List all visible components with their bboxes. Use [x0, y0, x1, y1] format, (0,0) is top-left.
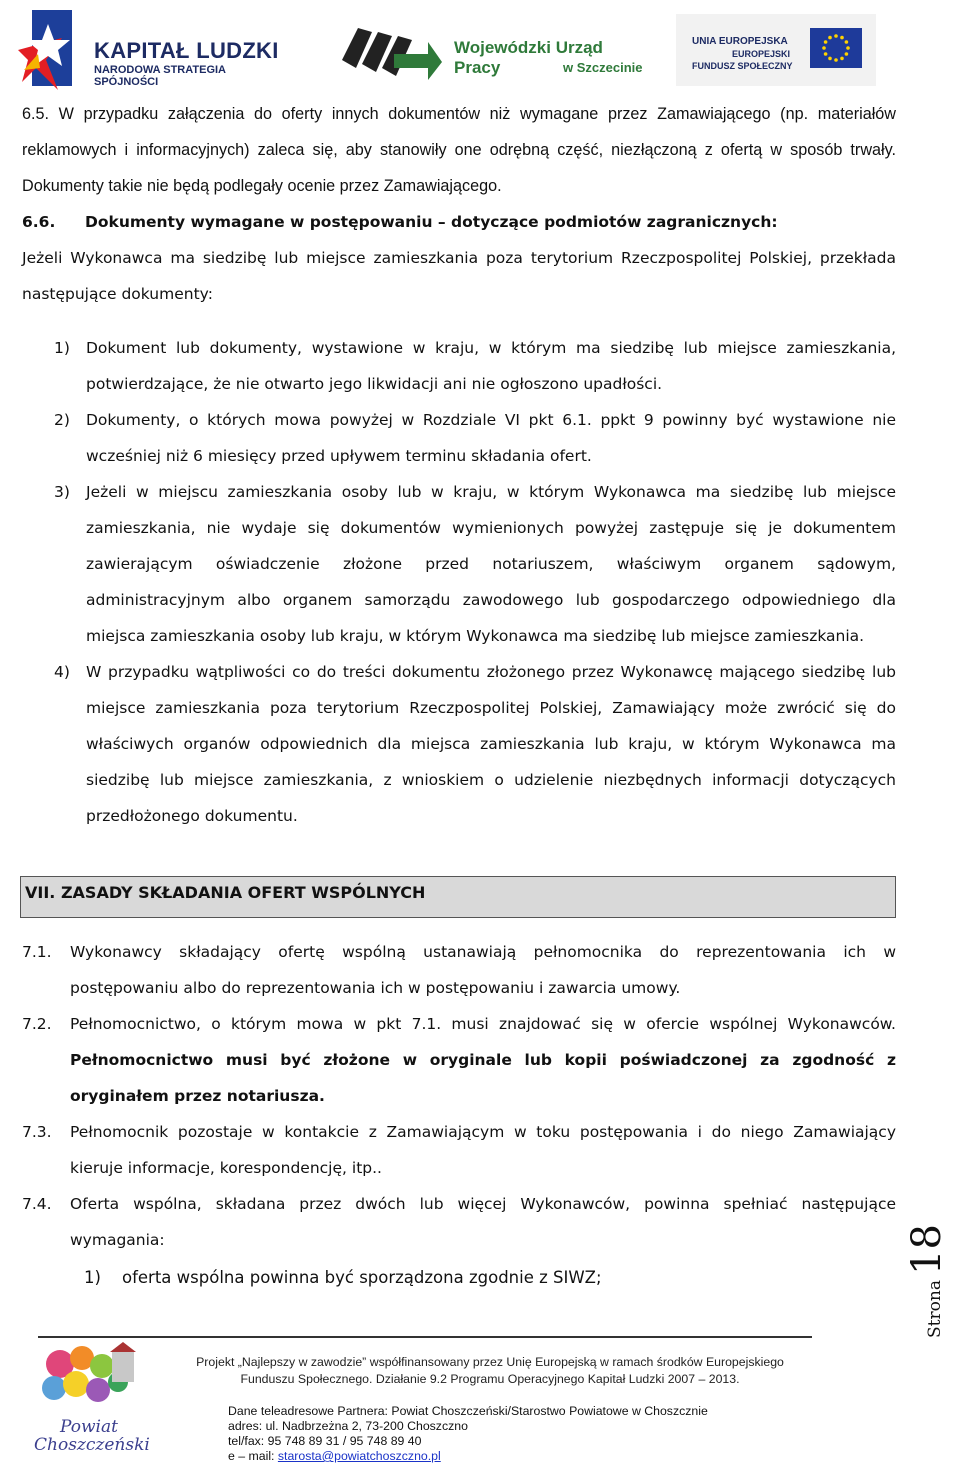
paragraph-6-5: 6.5. W przypadku załączenia do oferty innych dokumentów niż wymagane przez Zamawiającego (np. materiałów reklamowych i informacyjnych) zaleca się, aby stanowiły one odrębną część, niezłączoną z ofertą w sposób trwały. Dokumenty takie nie będą podlegały ocenie przez Zamawiającego.: [22, 105, 896, 195]
project-line-2: Funduszu Społecznego. Działanie 9.2 Programu Operacyjnego Kapitał Ludzki 2007 – 2013.: [240, 1372, 740, 1386]
list-item-number: 3): [54, 483, 70, 501]
list-item: [22, 654, 896, 834]
list-item-text: Dokument lub dokumenty, wystawione w kraju, w którym ma siedzibę lub miejsce zamieszkania, potwierdzające, że nie otwarto jego likwidacji ani nie ogłoszono upadłości.: [86, 339, 896, 393]
footer-divider: [38, 1336, 812, 1338]
heading-6-6-number: 6.6.: [22, 213, 56, 231]
item-7-2: [22, 1006, 896, 1114]
list-item-text: Jeżeli w miejscu zamieszkania osoby lub w kraju, w którym Wykonawca ma siedzibę lub miejsce zamieszkania, nie wydaje się dokumentów wymienionych powyżej zastępuje się je dokumentem zawierającym oświadczenie złożone przed notariuszem, właściwym organem sądowym, administracyjnym albo organem samorządu zawodowego lub gospodarczego odpowiedniego dla miejsca zamieszkania osoby lub kraju, w którym Wykonawca ma siedzibę lub miejsce zamieszkania.: [86, 483, 896, 645]
item-text: Pełnomocnictwo, o którym mowa w pkt 7.1. musi znajdować się w ofercie wspólnej Wykonawców.: [70, 1015, 896, 1033]
powiat-emblem-icon: [30, 1340, 150, 1420]
header-logos: [0, 0, 960, 96]
powiat-choszczenski-logo: [30, 1340, 150, 1458]
kapital-ludzki-title: KAPITAŁ LUDZKI: [94, 38, 279, 63]
page-number-rotated: [904, 1224, 950, 1338]
footer-contact: [228, 1404, 708, 1464]
contact-email-row: [228, 1449, 708, 1464]
section-6-body: [22, 96, 896, 834]
paragraph-6-6-intro: Jeżeli Wykonawca ma siedzibę lub miejsce zamieszkania poza terytorium Rzeczpospolitej Polskiej, przekłada następujące dokumenty:: [22, 249, 896, 303]
section-7-body: [22, 934, 896, 1296]
list-item: [22, 330, 896, 402]
section-7-title: VII. ZASADY SKŁADANIA OFERT WSPÓLNYCH: [25, 883, 426, 902]
contact-line-2: adres: ul. Nadbrzeżna 2, 73-200 Choszczno: [228, 1419, 468, 1433]
heading-6-6: [22, 204, 896, 240]
list-item-text: W przypadku wątpliwości co do treści dokumentu złożonego przez Wykonawcę mającego siedzibę lub miejsce zamieszkania poza terytorium Rzeczpospolitej Polskiej, Zamawiający może zwrócić się do właściwych organów odpowiednich dla miejsca zamieszkania lub kraju, w którym Wykonawca ma siedzibę lub miejsce zamieszkania, z wnioskiem o udzielenie niezbędnych informacji dotyczących przedłożonego dokumentu.: [86, 663, 896, 825]
list-item: [22, 474, 896, 654]
wup-logo: [338, 18, 648, 84]
eu-flag-icon: [810, 28, 862, 68]
item-7-1: [22, 934, 896, 1006]
list-item-number: 4): [54, 663, 70, 681]
item-number: 7.3.: [22, 1123, 52, 1141]
powiat-line-1: Powiat: [60, 1417, 118, 1437]
foreign-documents-list: [22, 330, 896, 834]
item-text: Oferta wspólna, składana przez dwóch lub więcej Wykonawców, powinna spełniać następujące wymagania:: [70, 1195, 896, 1249]
item-text: Pełnomocnik pozostaje w kontakcie z Zamawiającym w toku postępowania i do niego Zamawiający kieruje informacje, korespondencję, itp..: [70, 1123, 896, 1177]
sub-list-item-number: 1): [84, 1268, 101, 1287]
wup-arrow-icon: [338, 24, 442, 80]
item-number: 7.1.: [22, 943, 52, 961]
footer-project-info: [160, 1354, 820, 1388]
section-7-header-bar: [20, 876, 896, 918]
wup-name: Wojewódzki Urząd Pracy: [454, 38, 603, 77]
ue-line-3: FUNDUSZ SPOŁECZNY: [692, 61, 793, 71]
item-7-4: [22, 1186, 896, 1258]
page-value: 18: [903, 1224, 950, 1275]
kapital-ludzki-star-icon: [18, 10, 78, 90]
item-number: 7.4.: [22, 1195, 52, 1213]
ue-line-2: EUROPEJSKI: [732, 49, 791, 59]
item-text-bold: Pełnomocnictwo musi być złożone w oryginale lub kopii poświadczonej za zgodność z oryginałem przez notariusza.: [70, 1051, 896, 1105]
page-number: [903, 1210, 956, 1338]
powiat-logo-text: [34, 1417, 150, 1455]
ue-logo: [676, 14, 876, 86]
page-label: Strona: [924, 1280, 945, 1338]
project-line-1: Projekt „Najlepszy w zawodzie” współfinansowany przez Unię Europejską w ramach środków Europejskiego: [196, 1355, 784, 1369]
kapital-ludzki-subtitle: NARODOWA STRATEGIA SPÓJNOŚCI: [94, 64, 226, 88]
powiat-line-2: Choszczeński: [34, 1435, 150, 1455]
list-item-text: Dokumenty, o których mowa powyżej w Rozdziale VI pkt 6.1. ppkt 9 powinny być wystawione nie wcześniej niż 6 miesięcy przed upływem terminu składania ofert.: [86, 411, 896, 465]
list-item: [22, 402, 896, 474]
item-number: 7.2.: [22, 1015, 52, 1033]
sub-list-item: [22, 1260, 896, 1296]
kapital-ludzki-logo: [10, 6, 290, 90]
list-item-number: 1): [54, 339, 70, 357]
email-link[interactable]: starosta@powiatchoszczno.pl: [277, 1449, 441, 1463]
item-text: Wykonawcy składający ofertę wspólną ustanawiają pełnomocnika do reprezentowania ich w postępowaniu albo do reprezentowania ich w postępowaniu i zawarcia umowy.: [70, 943, 896, 997]
wup-city: w Szczecinie: [563, 60, 643, 75]
item-7-3: [22, 1114, 896, 1186]
email-label: e – mail:: [228, 1449, 278, 1463]
sub-list-item-text: oferta wspólna powinna być sporządzona zgodnie z SIWZ;: [122, 1268, 602, 1287]
list-item-number: 2): [54, 411, 70, 429]
heading-6-6-text: Dokumenty wymagane w postępowaniu – dotyczące podmiotów zagranicznych:: [85, 213, 778, 231]
ue-line-1: UNIA EUROPEJSKA: [692, 36, 788, 47]
contact-line-1: Dane teleadresowe Partnera: Powiat Choszczeński/Starostwo Powiatowe w Choszcznie: [228, 1404, 708, 1418]
contact-line-3: tel/fax: 95 748 89 31 / 95 748 89 40: [228, 1434, 422, 1448]
